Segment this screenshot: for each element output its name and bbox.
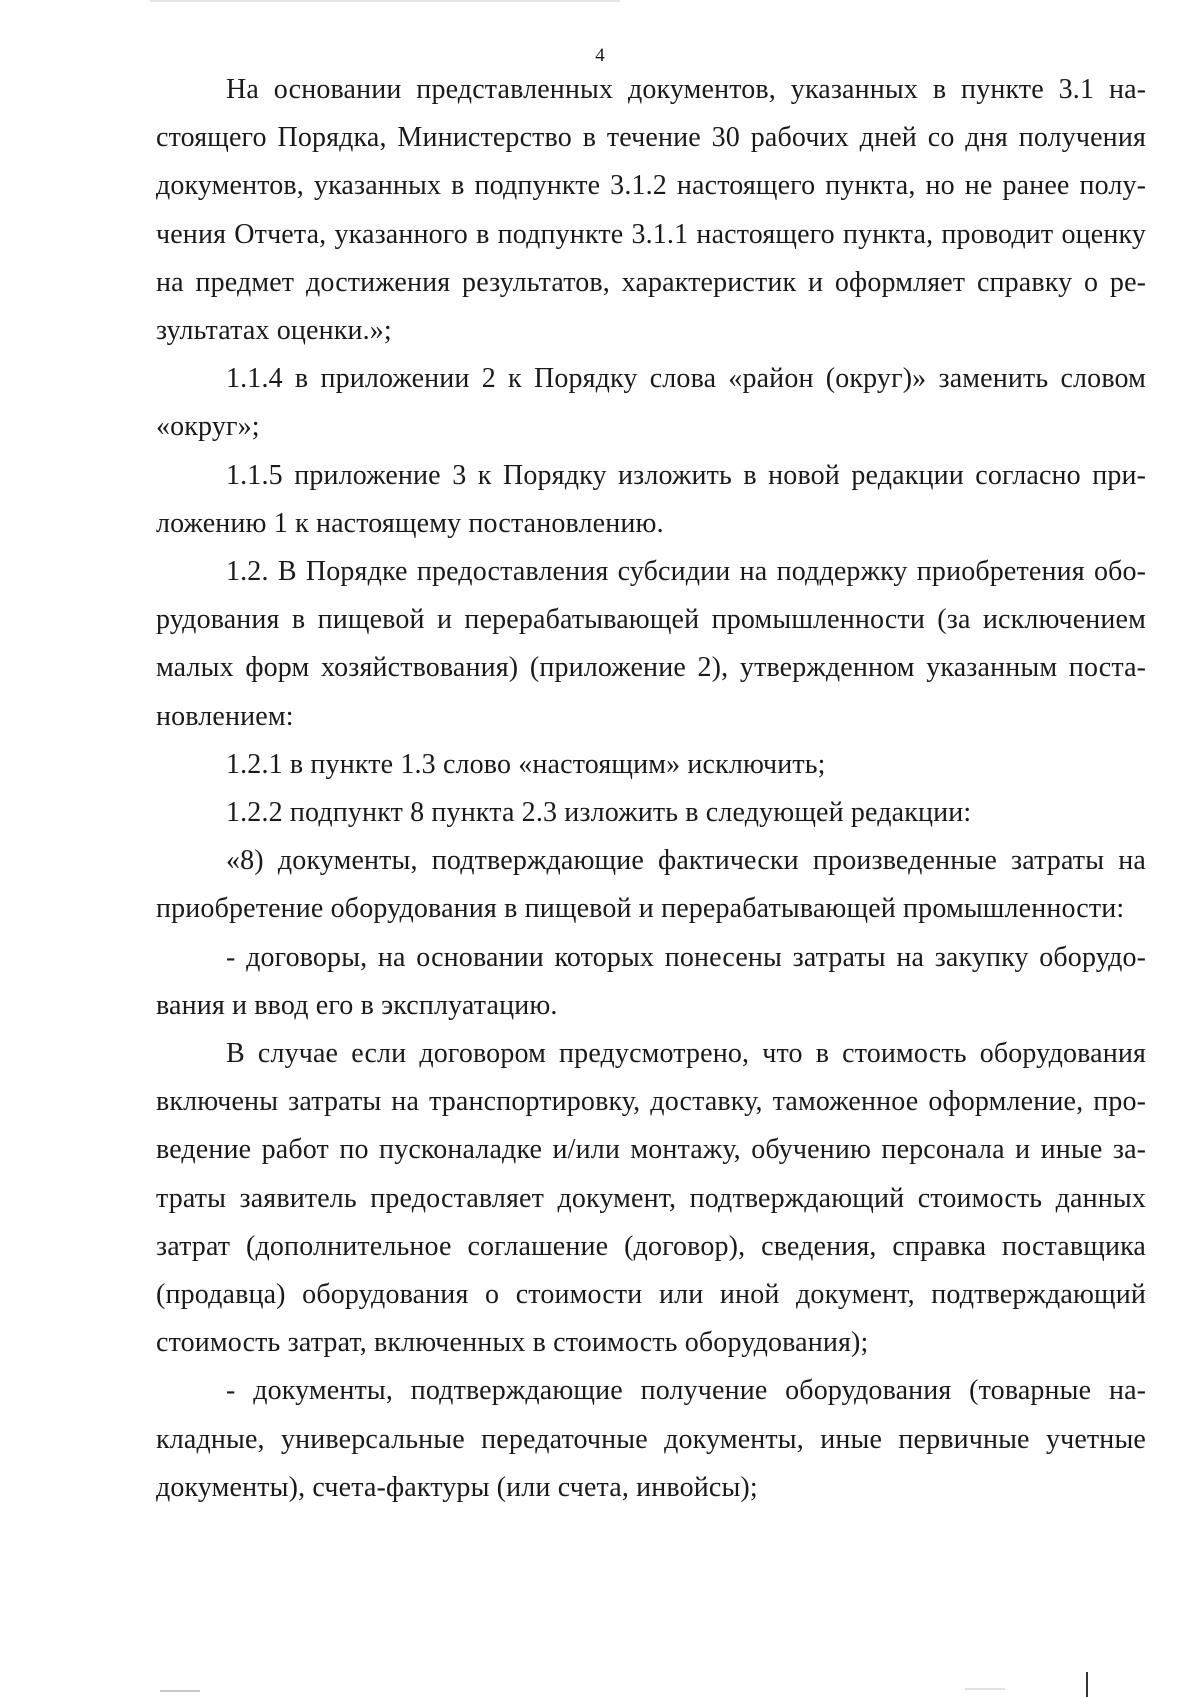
paragraph-assessment: На основании представленных документов, указанных в пункте 3.1 настоящего Порядка, Министерство в течение 30 рабочих дней со дня получения документов, указанных в подпункте 3.1.2 настоящего пункта, но не ранее получения Отчета, указанного в подпункте 3.1.1 настоящего пункта, проводит оценку на предмет достижения результатов, характеристик и оформляет справку о результатах оценки.»; <box>156 74 1146 347</box>
paragraph-contracts: - договоры, на основании которых понесены затраты на закупку оборудования и ввод его в эксплуатацию. <box>156 941 1146 1021</box>
paragraph-1-1-4: 1.1.4 в приложении 2 к Порядку слова «район (округ)» заменить словом «округ»; <box>156 363 1146 443</box>
paragraph-costs-case: В случае если договором предусмотрено, что в стоимость оборудования включены затраты на транспортировку, доставку, таможенное оформление, проведение работ по пусконаладке и/или монтажу, обучению персонала и иные затраты заявитель предоставляет документ, подтверждающий стоимость данных затрат (дополнительное соглашение (договор), сведения, справка поставщика (продавца) оборудования о стоимости или иной документ, подтверждающий стоимость затрат, включенных в стоимость оборудования); <box>156 1038 1146 1359</box>
paragraph-item-8: «8) документы, подтверждающие фактически произведенные затраты на приобретение оборудования в пищевой и перерабатывающей промышленности: <box>156 845 1146 925</box>
scan-artifact-bottom-right <box>965 1688 1005 1690</box>
paragraph-1-2-1: 1.2.1 в пункте 1.3 слово «настоящим» исключить; <box>226 748 826 780</box>
document-body <box>156 66 1146 1512</box>
paragraph-receipt-documents: - документы, подтверждающие получение оборудования (товарные накладные, универсальные передаточные документы, иные первичные учетные документы), счета-фактуры (или счета, инвойсы); <box>156 1375 1146 1503</box>
paragraph-1-2-2: 1.2.2 подпункт 8 пункта 2.3 изложить в следующей редакции: <box>226 797 972 829</box>
scan-edge-line <box>1086 1672 1088 1697</box>
page-number: 4 <box>595 45 605 66</box>
paragraph-1-1-5: 1.1.5 приложение 3 к Порядку изложить в новой редакции согласно приложению 1 к настоящему постановлению. <box>156 459 1146 539</box>
scan-artifact-top <box>150 0 620 2</box>
paragraph-1-2: 1.2. В Порядке предоставления субсидии на поддержку приобретения оборудования в пищевой и перерабатывающей промышленности (за исключением малых форм хозяйствования) (приложение 2), утвержденном указанным постановлением: <box>156 556 1146 732</box>
scan-artifact-bottom-left <box>160 1690 200 1692</box>
